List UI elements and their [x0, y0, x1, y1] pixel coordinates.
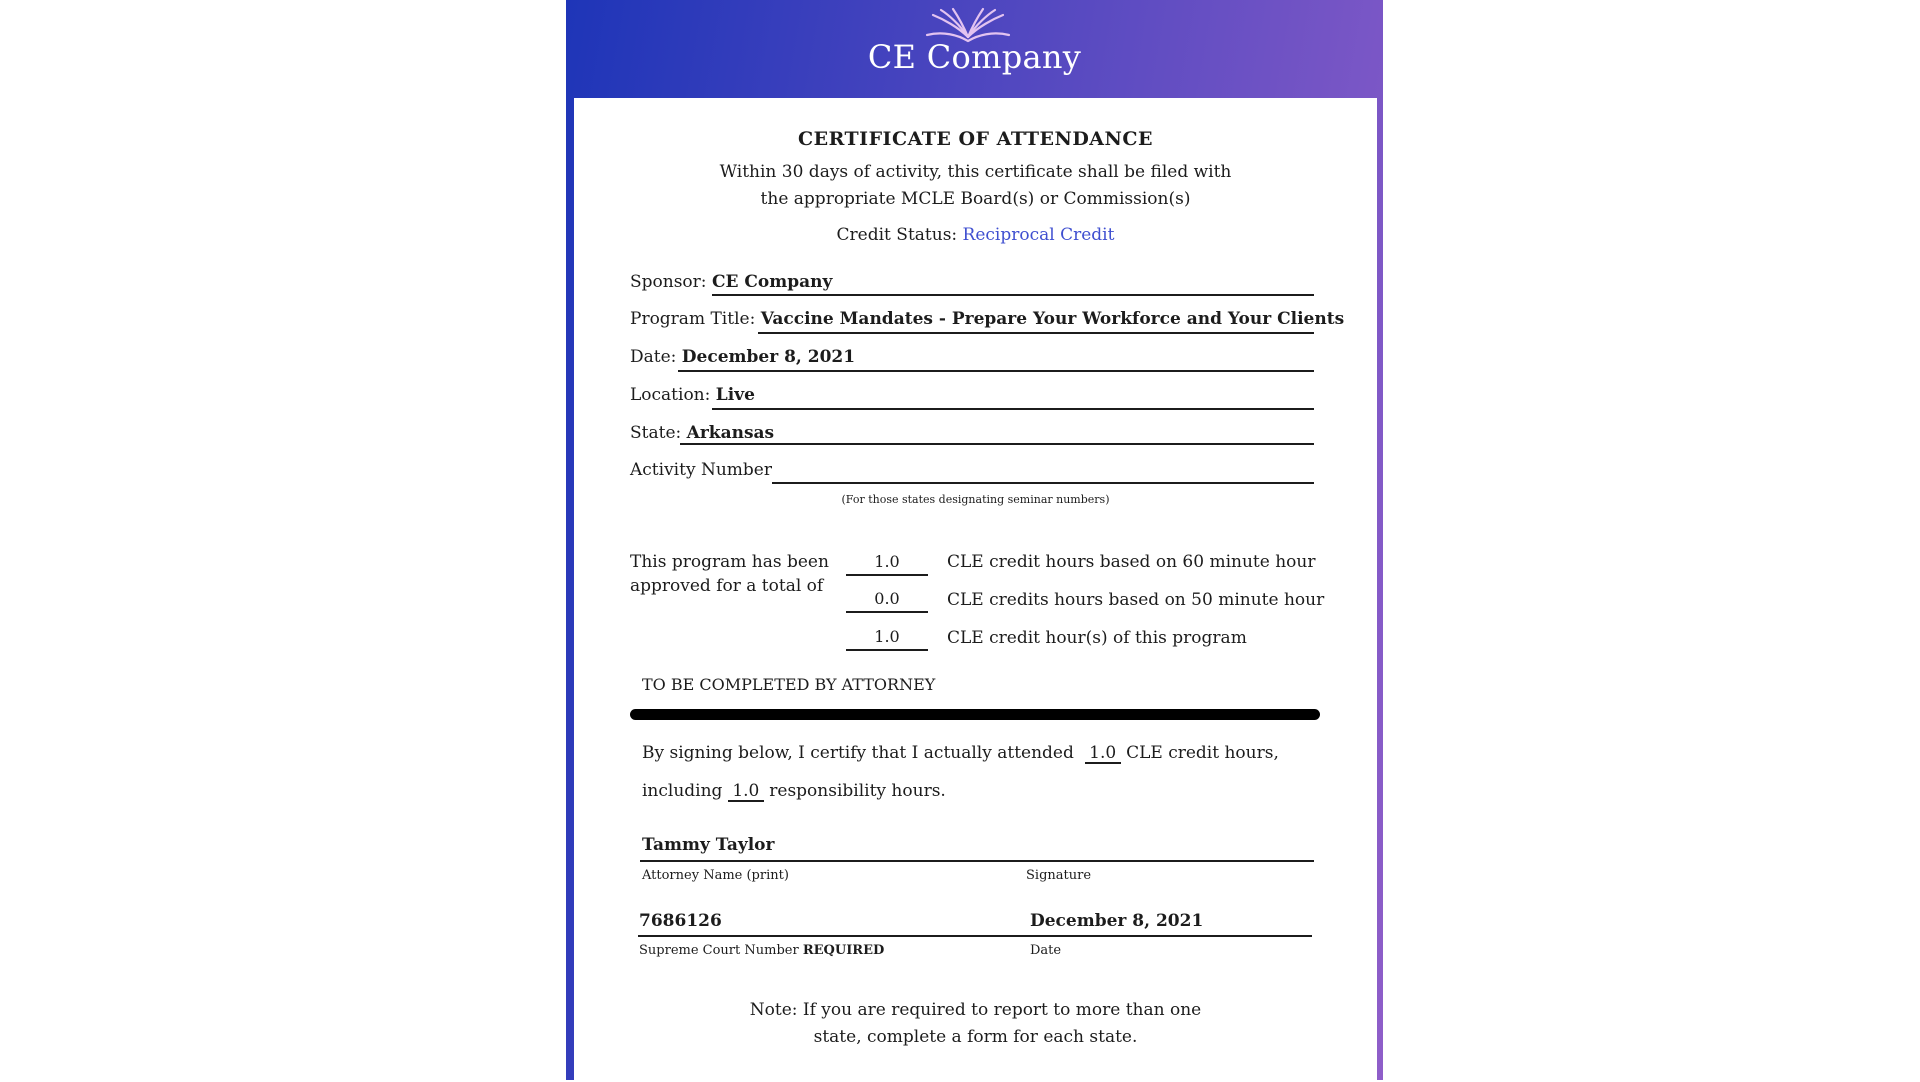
approval-intro-line-1: This program has been	[630, 552, 829, 572]
court-number-underline	[638, 935, 1312, 937]
certificate-frame	[566, 0, 1383, 1080]
state-label: State:	[630, 423, 682, 443]
program-title-underline	[758, 332, 1314, 334]
certify-statement	[642, 743, 1279, 764]
program-credit-hours-text: CLE credit hour(s) of this program	[947, 628, 1247, 648]
intro-line-2: the appropriate MCLE Board(s) or Commission(s)	[760, 189, 1191, 209]
activity-number-label: Activity Number	[630, 460, 772, 480]
court-number-required: REQUIRED	[802, 943, 885, 958]
credit-hours-60-value: 1.0	[846, 553, 928, 576]
date-label: Date:	[630, 347, 677, 367]
location-label: Location:	[630, 385, 711, 405]
intro-line-1: Within 30 days of activity, this certificate shall be filed with	[719, 162, 1232, 182]
attended-hours-value: 1.0	[1085, 744, 1121, 764]
certificate-title: CERTIFICATE OF ATTENDANCE	[797, 128, 1154, 150]
location-underline	[712, 408, 1314, 410]
credit-hours-50-text: CLE credits hours based on 50 minute hour	[947, 590, 1325, 610]
attorney-name: Tammy Taylor	[642, 835, 775, 855]
date-underline	[678, 370, 1314, 372]
court-number-label-text: Supreme Court Number	[639, 943, 799, 958]
including-prefix: including	[642, 781, 723, 801]
date-label-bottom: Date	[1030, 943, 1062, 958]
including-suffix: responsibility hours.	[769, 781, 946, 801]
state-value: Arkansas	[686, 423, 775, 443]
including-statement	[642, 781, 946, 802]
date-value: December 8, 2021	[681, 347, 856, 367]
signature-label: Signature	[1026, 868, 1092, 883]
location-field	[630, 385, 755, 405]
activity-number-field	[630, 460, 772, 480]
program-credit-hours-value: 1.0	[846, 628, 928, 651]
certify-prefix: By signing below, I certify that I actually attended	[642, 743, 1074, 763]
credit-status-value: Reciprocal Credit	[962, 225, 1115, 245]
approval-intro-line-2: approved for a total of	[630, 576, 824, 596]
attorney-name-underline	[640, 860, 1314, 862]
note-line-1: Note: If you are required to report to more than one	[749, 1000, 1202, 1020]
certify-suffix: CLE credit hours,	[1126, 743, 1279, 763]
credit-hours-50-value: 0.0	[846, 590, 928, 613]
program-title-label: Program Title:	[630, 309, 756, 329]
responsibility-hours-value: 1.0	[728, 782, 764, 802]
attorney-section-heading: TO BE COMPLETED BY ATTORNEY	[642, 675, 936, 694]
certificate-page	[574, 98, 1377, 1082]
program-title-field	[630, 309, 1344, 329]
sponsor-label: Sponsor:	[630, 272, 707, 292]
court-number-label	[639, 943, 884, 958]
activity-note: (For those states designating seminar numbers)	[841, 493, 1110, 506]
sponsor-field	[630, 272, 832, 292]
brand-name: CE Company	[867, 38, 1082, 76]
program-title-value: Vaccine Mandates - Prepare Your Workforce and Your Clients	[760, 309, 1345, 329]
credit-status	[574, 225, 1377, 245]
court-number-value: 7686126	[639, 911, 722, 931]
credit-hours-60-text: CLE credit hours based on 60 minute hour	[947, 552, 1316, 572]
state-field	[630, 423, 774, 443]
note-line-2: state, complete a form for each state.	[813, 1027, 1138, 1047]
section-divider	[630, 709, 1320, 720]
date-field	[630, 347, 855, 367]
signed-date-value: December 8, 2021	[1030, 911, 1204, 931]
sponsor-value: CE Company	[711, 272, 833, 292]
attorney-name-label: Attorney Name (print)	[642, 868, 789, 883]
location-value: Live	[715, 385, 755, 405]
activity-number-underline	[772, 482, 1314, 484]
credit-status-label: Credit Status:	[836, 225, 958, 245]
sponsor-underline	[712, 294, 1314, 296]
state-underline	[680, 443, 1314, 445]
